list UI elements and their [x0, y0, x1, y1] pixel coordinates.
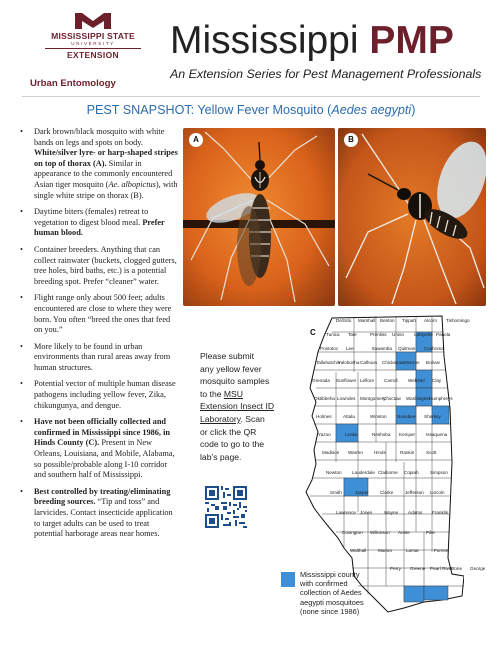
county-name: Union: [392, 332, 405, 337]
county-fill: [404, 586, 424, 602]
logo-university: UNIVERSITY: [71, 41, 115, 46]
lab-link-part[interactable]: MSU: [223, 388, 243, 399]
submission-note: [200, 350, 290, 463]
county-name: Sunflower: [336, 378, 357, 383]
note-line: [200, 413, 290, 426]
mosquito-b-image: [338, 128, 486, 306]
lab-link-part[interactable]: Laboratory: [200, 413, 241, 424]
snapshot-species: Aedes aegypti: [331, 103, 412, 117]
county-name: Tunica: [326, 332, 340, 337]
note-line: code to go to the: [200, 439, 265, 450]
county-name: DeSoto: [336, 318, 352, 323]
legend-line: aegypti mosquitoes: [300, 597, 364, 607]
county-name: Kemper: [399, 432, 416, 437]
county-name: Lauderdale: [352, 470, 375, 475]
fact-text: Container breeders. Anything that can collect rainwater (buckets, clogged gutters, tree holes, bird baths, etc.) is a potential breeding spot. Prefer “cleaner” water.: [34, 244, 177, 286]
fact-text: Dark brown/black mosquito with white bands on legs and spots on body.: [34, 127, 165, 147]
county-name: Wayne: [384, 510, 399, 515]
county-name: Yalobusha: [338, 360, 360, 365]
county-name: Pike: [426, 530, 435, 535]
county-name: Jefferson: [405, 490, 424, 495]
county-name: Franklin: [432, 510, 449, 515]
county-name: Tippah: [402, 318, 416, 323]
qr-code-icon[interactable]: [203, 484, 249, 530]
county-name: Claiborne: [378, 470, 398, 475]
county-name: Simpson: [430, 470, 448, 475]
county-name: Oktibbeha: [314, 396, 335, 401]
note-line: [200, 388, 290, 401]
snapshot-prefix: PEST SNAPSHOT: Yellow Fever Mosquito (: [86, 103, 332, 117]
logo-divider: [45, 48, 141, 49]
fact-emphasis: Prefer human blood.: [34, 217, 165, 238]
fact-text: More likely to be found in urban environments than rural areas away from human structures.: [34, 341, 171, 372]
legend-text: [300, 570, 392, 616]
county-name: Grenada: [312, 378, 330, 383]
county-name: Washington: [406, 396, 431, 401]
county-name: Leake: [345, 432, 358, 437]
county-name: Pearl River: [430, 566, 453, 571]
county-name: Bolivar: [426, 360, 441, 365]
county-name: Panola: [436, 332, 451, 337]
photo-b-asian-tiger-mosquito: [338, 128, 486, 306]
series-title: [170, 20, 481, 62]
msu-m-logo-icon: [73, 10, 113, 30]
county-name: Marion: [378, 548, 393, 553]
pest-snapshot-heading: [0, 103, 502, 117]
series-subtitle: An Extension Series for Pest Management Professionals: [170, 67, 482, 81]
county-name: Coahoma: [424, 346, 444, 351]
msu-extension-logo[interactable]: [30, 10, 156, 60]
county-name: Winston: [370, 414, 387, 419]
logo-name: MISSISSIPPI STATE: [51, 31, 135, 41]
county-name: Copiah: [404, 470, 419, 475]
fact-text: Similar in appearance to the commonly encountered Asian tiger mosquito (: [34, 158, 173, 189]
snapshot-suffix: ): [411, 103, 416, 117]
note-line: lab’s page.: [200, 451, 242, 462]
fact-item: [18, 293, 178, 335]
county-name: Pontotoc: [320, 346, 339, 351]
fact-item: [18, 487, 178, 540]
county-name: Yazoo: [318, 432, 331, 437]
county-name: Walthall: [350, 548, 367, 553]
county-fill: [424, 586, 448, 600]
county-name: Forrest: [434, 548, 449, 553]
legend-line: with confirmed: [300, 579, 348, 589]
county-name: Tallahatchie: [316, 360, 341, 365]
county-name: Calhoun: [360, 360, 378, 365]
photo-a-yellow-fever-mosquito: [183, 128, 335, 306]
county-name: Wilkinson: [370, 530, 390, 535]
county-name: Tate: [348, 332, 357, 337]
county-name: Hinds: [374, 450, 386, 455]
fact-emphasis: Best controlled by treating/eliminating breeding sources.: [34, 486, 171, 507]
fact-item: [18, 207, 178, 239]
county-name: Lincoln: [430, 490, 445, 495]
county-name: Humphreys: [429, 396, 453, 401]
county-name: Lamar: [406, 548, 420, 553]
lab-link-part[interactable]: Extension Insect ID: [200, 401, 275, 412]
note-line: Please submit: [200, 351, 254, 361]
photo-label-a: A: [189, 133, 203, 147]
county-name: Alcorn: [424, 318, 438, 323]
county-name: Holmes: [316, 414, 332, 419]
county-name: Scott: [426, 450, 437, 455]
county-name: Chickasaw: [382, 360, 405, 365]
county-name: Smith: [330, 490, 342, 495]
county-name: Stone: [450, 566, 463, 571]
county-name: Madison: [322, 450, 340, 455]
note-line: or click the QR: [200, 426, 257, 437]
county-name: Lawrence: [336, 510, 356, 515]
county-name: Greene: [410, 566, 426, 571]
fact-item: [18, 127, 178, 201]
county-name: Webster: [408, 378, 426, 383]
note-line: mosquito samples: [200, 376, 270, 387]
fact-text: “Tip and toss” and larvicides. Contact insecticide application to target adults can be used to treat potential harborage areas near homes.: [34, 497, 173, 539]
county-name: Clarke: [380, 490, 394, 495]
county-name: Benton: [380, 318, 395, 323]
county-name: Prentiss: [370, 332, 387, 337]
logo-extension: EXTENSION: [67, 50, 119, 61]
fact-text: Flight range only about 500 feet; adults encountered are close to where they were born. You often “breed the ones that feed on you.”: [34, 293, 172, 335]
fact-text: Potential vector of multiple human disease pathogens including yellow fever, Zika, chikungunya, and dengue.: [34, 379, 176, 410]
county-name: Sharkey: [424, 414, 441, 419]
county-name: Perry: [390, 566, 401, 571]
county-name: Covington: [342, 530, 363, 535]
fact-text: Present in New Orleans, Louisiana, and Mobile, Alabama, so possible/probable along I-10 corridor and southern half of Mississippi.: [34, 438, 175, 480]
legend-swatch: [281, 572, 295, 587]
fact-text: Daytime biters (females) retreat to vegetation to digest blood meal.: [34, 207, 149, 227]
header-divider: [22, 96, 480, 97]
fact-species: Ae. albopictus: [108, 179, 156, 189]
county-name: Leflore: [360, 378, 375, 383]
county-name: Montgomery: [360, 396, 386, 401]
county-name: George: [470, 566, 486, 571]
fact-emphasis: Have not been officially collected and confirmed in Mississippi since 1986, in Hinds County (C).: [34, 417, 170, 448]
fact-emphasis: White/silver lyre- or harp-shaped stripes on top of thorax (A).: [34, 148, 178, 168]
fact-item: [18, 379, 178, 411]
county-name: Jones: [360, 510, 373, 515]
county-name: Tishomingo: [446, 318, 470, 323]
county-name: Marshall: [358, 318, 376, 323]
note-text: . Scan: [240, 413, 265, 424]
fact-item: [18, 342, 178, 374]
county-name: Lafayette: [414, 332, 433, 337]
series-title-block: [170, 20, 481, 81]
county-name: Issaquena: [426, 432, 448, 437]
header: [0, 0, 502, 96]
county-name: Noxubee: [397, 414, 416, 419]
department-label: Urban Entomology: [30, 78, 116, 89]
county-name: Lowndes: [337, 396, 356, 401]
county-name: Warren: [348, 450, 363, 455]
map-label-c: C: [310, 328, 316, 337]
legend-line: Mississippi county: [300, 570, 360, 579]
fact-list: [18, 127, 178, 546]
county-name: Jasper: [355, 490, 369, 495]
county-name: Newton: [326, 470, 342, 475]
note-text: to the: [200, 388, 224, 399]
note-line: any yellow fever: [200, 363, 262, 374]
mosquito-a-image: [183, 128, 335, 306]
county-name: Monroe: [404, 360, 420, 365]
county-name: Clay: [432, 378, 442, 383]
county-name: Rankin: [400, 450, 415, 455]
photo-label-b: B: [344, 133, 358, 147]
note-line: [200, 400, 290, 413]
fact-text: ), with single white stripe on thorax (B).: [34, 179, 178, 200]
county-name: Quitman: [398, 346, 416, 351]
legend-line: (none since 1986): [300, 606, 360, 616]
county-name: Carroll: [384, 378, 398, 383]
county-name: Choctaw: [383, 396, 401, 401]
county-name: Adams: [408, 510, 423, 515]
legend-line: collection of Aedes: [300, 588, 362, 598]
fact-item: [18, 417, 178, 481]
county-name: Lee: [346, 346, 354, 351]
county-name: Amite: [398, 530, 410, 535]
fact-item: [18, 245, 178, 287]
title-main: Mississippi: [170, 19, 359, 62]
county-name: Neshoba: [372, 432, 391, 437]
title-accent: PMP: [369, 19, 454, 62]
county-name: Attala: [343, 414, 355, 419]
county-name: Itawamba: [372, 346, 392, 351]
